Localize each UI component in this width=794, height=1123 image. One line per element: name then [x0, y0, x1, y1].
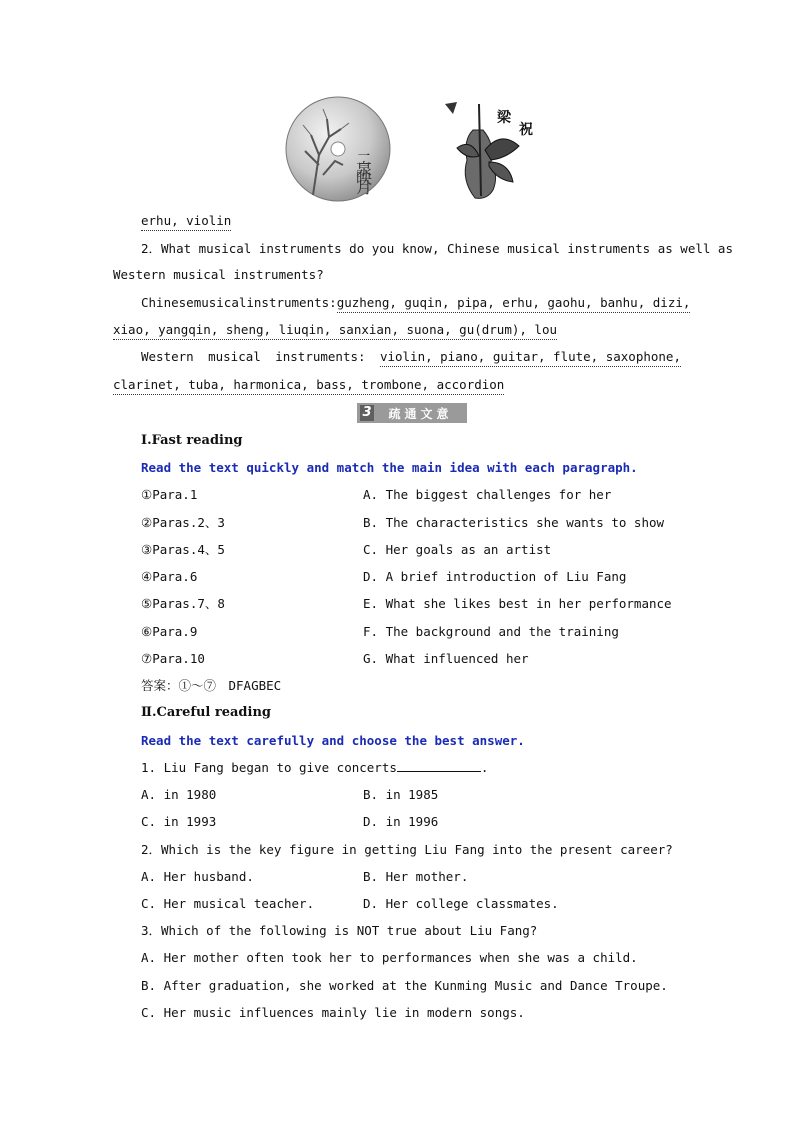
section-title: 疏通文意	[388, 406, 453, 421]
q1-option-a: A. in 1980	[141, 787, 217, 802]
match-para-7: ⑦Para.10	[141, 651, 205, 666]
fast-reading-heading: Ⅰ.Fast reading	[141, 433, 243, 448]
label-word: instruments:	[275, 349, 366, 364]
match-idea-7: G. What influenced her	[363, 651, 529, 666]
match-idea-1: A. The biggest challenges for her	[363, 487, 612, 502]
question-1-stem	[141, 759, 488, 777]
q3-option-b: B. After graduation, she worked at the Kunming Music and Dance Troupe.	[141, 978, 668, 993]
cd-title-text: 二泉映月	[353, 151, 373, 195]
q2-option-b: B. Her mother.	[363, 869, 469, 884]
q3-option-c: C. Her music influences mainly lie in modern songs.	[141, 1005, 525, 1020]
q2-option-d: D. Her college classmates.	[363, 896, 559, 911]
match-para-2: ②Paras.2、3	[141, 515, 225, 530]
q1-stem-end: .	[480, 760, 489, 775]
label-word: instruments:	[246, 295, 337, 310]
match-para-6: ⑥Para.9	[141, 624, 198, 639]
fast-reading-instruction: Read the text quickly and match the main idea with each paragraph.	[141, 460, 638, 475]
question-3-stem: 3．Which of the following is NOT true about Liu Fang?	[141, 923, 538, 938]
q1-option-b: B. in 1985	[363, 787, 439, 802]
poster-char-b: 祝	[519, 122, 533, 138]
match-idea-2: B. The characteristics she wants to show	[363, 515, 665, 530]
cd-er-quan-ying-yue-image	[283, 95, 393, 203]
label-word: musical	[208, 349, 261, 364]
match-idea-4: D. A brief introduction of Liu Fang	[363, 569, 627, 584]
chinese-instruments-list-2: xiao, yangqin, sheng, liuqin, sanxian, suona, gu(drum), lou	[113, 321, 557, 340]
careful-reading-heading: Ⅱ.Careful reading	[141, 705, 271, 720]
q3-option-a: A. Her mother often took her to performances when she was a child.	[141, 950, 638, 965]
western-instruments-list-2: clarinet, tuba, harmonica, bass, trombone, accordion	[113, 376, 504, 395]
q1-stem-text: 1. Liu Fang began to give concerts	[141, 760, 397, 775]
match-para-5: ⑤Paras.7、8	[141, 596, 225, 611]
question-2-line1: 2．What musical instruments do you know, Chinese musical instruments as well as	[141, 241, 733, 256]
match-idea-6: F. The background and the training	[363, 624, 619, 639]
match-idea-3: C. Her goals as an artist	[363, 542, 552, 557]
match-idea-5: E. What she likes best in her performance	[363, 596, 672, 611]
chinese-instruments-list-1: guzheng, guqin, pipa, erhu, gaohu, banhu, dizi,	[337, 294, 691, 313]
q1-option-c: C. in 1993	[141, 814, 217, 829]
western-instruments-line1	[141, 348, 681, 367]
q2-option-c: C. Her musical teacher.	[141, 896, 315, 911]
label-word: musical	[193, 295, 247, 310]
poster-char-a: 梁	[497, 110, 511, 126]
question-2-line2: Western musical instruments?	[113, 267, 324, 282]
butterfly-lovers-violin-image	[443, 100, 543, 202]
match-para-1: ①Para.1	[141, 487, 198, 502]
question-2-stem: 2．Which is the key figure in getting Liu Fang into the present career?	[141, 842, 673, 857]
section-number: 3	[360, 405, 374, 421]
chinese-instruments-line1	[141, 294, 691, 313]
match-para-3: ③Paras.4、5	[141, 542, 225, 557]
fast-reading-answer: 答案：①～⑦ DFAGBEC	[141, 678, 282, 693]
answer-erhu-violin: erhu, violin	[141, 212, 231, 231]
label-word: Chinese	[141, 295, 194, 310]
q1-option-d: D. in 1996	[363, 814, 439, 829]
answer-blank[interactable]	[397, 759, 481, 772]
section-banner	[357, 403, 467, 423]
label-word: Western	[141, 349, 194, 364]
match-para-4: ④Para.6	[141, 569, 198, 584]
western-instruments-list-1: violin, piano, guitar, flute, saxophone,	[380, 348, 681, 367]
careful-reading-instruction: Read the text carefully and choose the best answer.	[141, 733, 525, 748]
q2-option-a: A. Her husband.	[141, 869, 254, 884]
